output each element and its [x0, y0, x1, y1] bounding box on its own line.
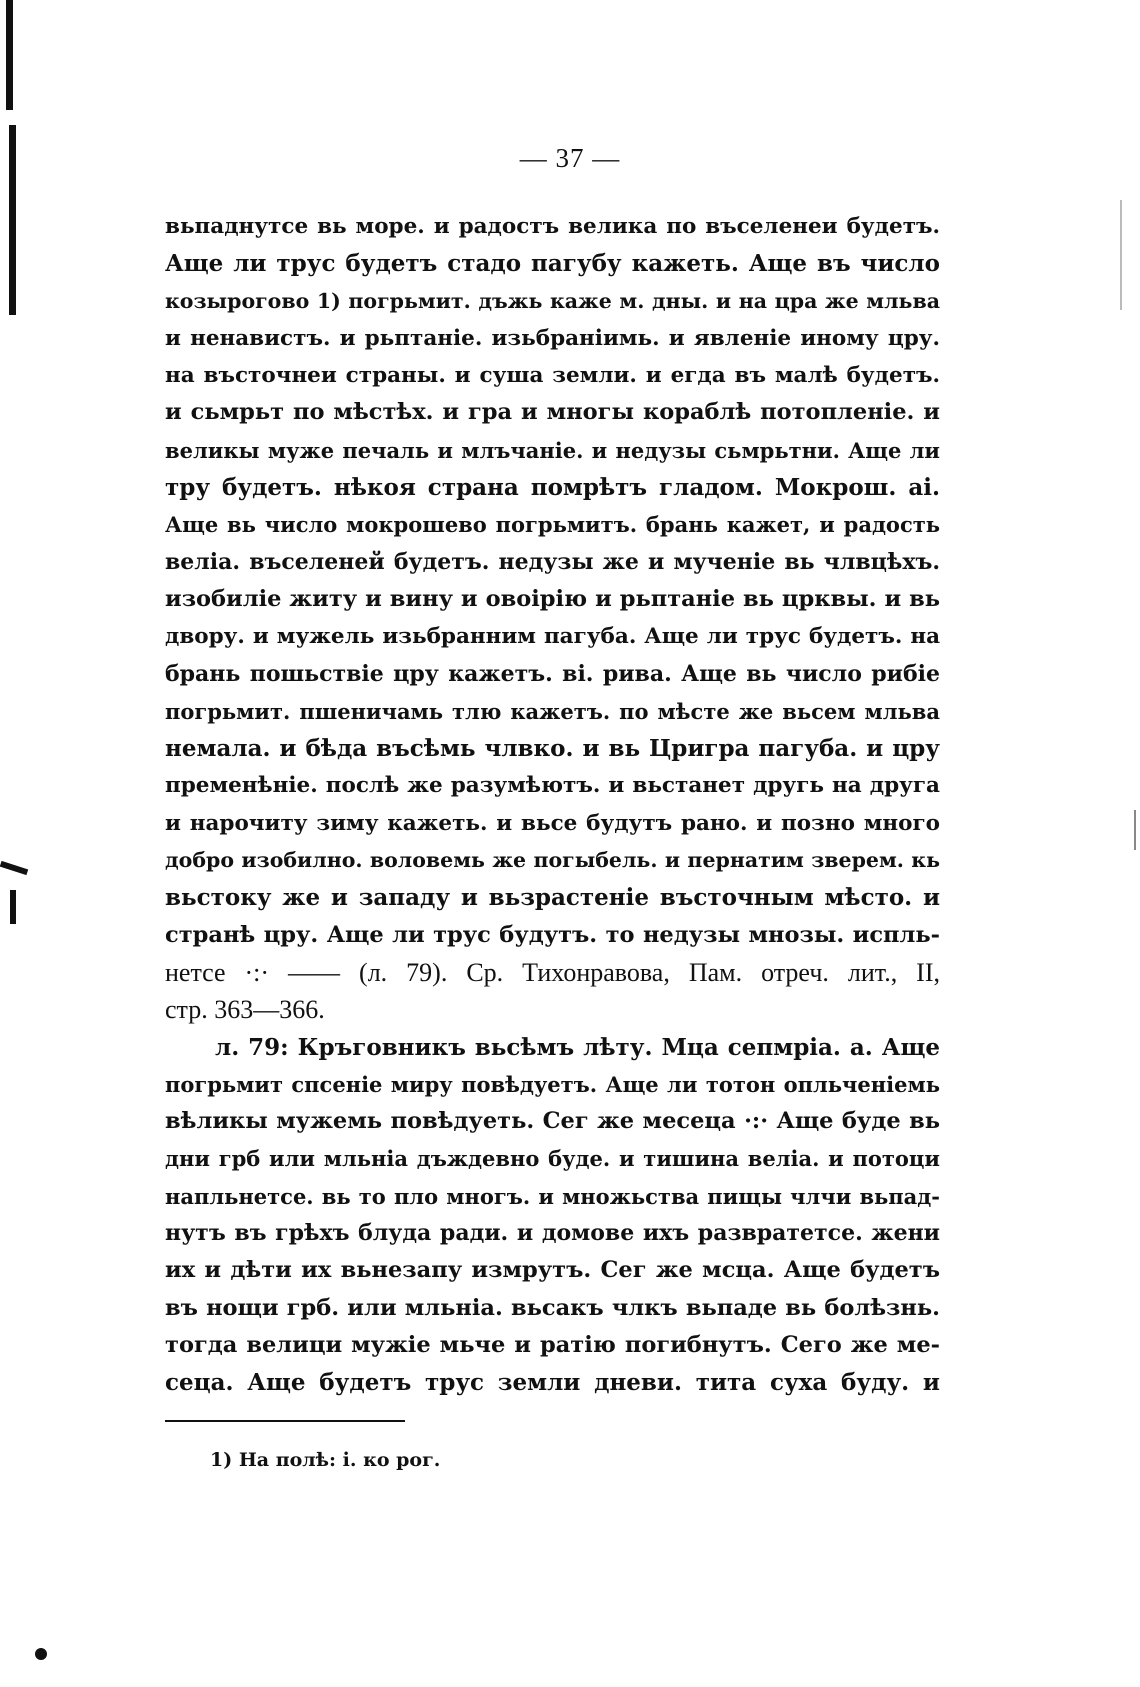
scan-edge-mark: [1134, 810, 1136, 850]
text-line: сеца. Аще будетъ трус земли дневи. тита суха буду. и: [165, 1369, 940, 1397]
text-line: вьпаднутсе вь море. и радостъ велика по въселенеи будетъ.: [165, 214, 940, 239]
text-line-citation: стр. 363—366.: [165, 995, 325, 1025]
text-line-section-start: л. 79: Кръговникъ вьсѣмъ лѣту. Мца сепмріа. а. Аще: [215, 1033, 940, 1061]
text-line: и нарочиту зиму кажеть. и вьсе будутъ рано. и позно много: [165, 810, 940, 836]
footnote-divider: [165, 1420, 405, 1422]
footnote: 1) На полѣ: і. ко рог.: [210, 1449, 441, 1471]
text-line: брань пошьствіе цру кажетъ. ві. рива. Аще вь число рибіе: [165, 660, 940, 687]
page-number: — 37 —: [519, 143, 621, 173]
text-line: нутъ въ грѣхъ блуда ради. и домове ихъ развратетсе. жени: [165, 1220, 940, 1247]
text-line: вьстоку же и западу и вьзрастеніе въсточным мѣсто. и: [165, 884, 940, 912]
scan-edge-mark: [1120, 200, 1122, 310]
text-line: на въсточнеи страны. и суша земли. и егда въ малѣ будетъ.: [165, 363, 940, 389]
text-line: погрьмит. пшеничамь тлю кажетъ. по мѣсте же вьсем мльва: [165, 698, 940, 724]
text-line: и сьмрьт по мѣстѣх. и гра и многы кораблѣ потопленіе. и: [165, 399, 940, 426]
text-line: изобиліе житу и вину и овоірію и рьптаніе вь црквы. и вь: [165, 585, 940, 612]
text-line: тогда велици мужіе мьче и ратію погибнутъ. Сего же ме-: [165, 1331, 940, 1358]
text-line: напльнетсе. вь то пло многъ. и множьства пищы члчи вьпад-: [165, 1183, 940, 1209]
text-line: и ненавистъ. и рьптаніе. изьбраніимь. и явленіе иному цру.: [165, 325, 940, 351]
text-line: погрьмит спсеніе миру повѣдуетъ. Аще ли тотон опльченіемь: [165, 1071, 940, 1097]
text-line: их и дѣти их вьнезапу измрутъ. Сег же мсца. Аще будетъ: [165, 1257, 940, 1284]
text-line: немала. и бѣда въсѣмь члвко. и вь Цригра пагуба. и цру: [165, 735, 940, 763]
text-line: въ нощи грб. или мльніа. вьсакъ члкъ вьпаде вь болѣзнь.: [165, 1294, 940, 1321]
text-line: Аще вь число мокрошево погрьмитъ. брань кажет, и радость: [165, 512, 940, 538]
text-line-citation: нетсе ·:· —— (л. 79). Ср. Тихонравова, Пам. отреч. лит., II,: [165, 957, 940, 987]
text-line: козырогово 1) погрьмит. дъжь каже м. дны. и на цра же мльва: [165, 288, 940, 313]
text-line: великы муже печаль и млъчаніе. и недузы сьмрьтни. Аще ли: [165, 437, 940, 463]
text-line: Аще ли трус будетъ стадо пагубу кажеть. Аще въ число: [165, 250, 940, 278]
text-line: пременѣніе. послѣ же разумѣютъ. и вьстанет другь на друга: [165, 773, 940, 799]
text-line: вѣликы мужемь повѣдуеть. Сег же месеца ·:· Аще буде вь: [165, 1108, 940, 1135]
text-line: двору. и мужель изьбранним пагуба. Аще ли трус будетъ. на: [165, 624, 940, 650]
scan-edge-mark: [10, 890, 16, 924]
scan-edge-mark: [6, 0, 13, 110]
scan-edge-mark: [0, 861, 28, 875]
body-text: [165, 208, 940, 1402]
text-line: дни грб или мльніа дъждевно буде. и тишина веліа. и потоци: [165, 1146, 940, 1172]
text-line: веліа. въселеней будетъ. недузы же и мученіе вь члвцѣхъ.: [165, 548, 940, 575]
scan-ink-spot: [35, 1648, 47, 1660]
text-line: странѣ цру. Аще ли трус будутъ. то недузы мнозы. испль-: [165, 921, 940, 948]
text-line: тру будетъ. нѣкоя страна помрѣтъ гладом. Мокрош. аі.: [165, 474, 940, 502]
text-line: добро изобилно. воловемь же погыбель. и пернатим зверем. кь: [165, 848, 940, 873]
